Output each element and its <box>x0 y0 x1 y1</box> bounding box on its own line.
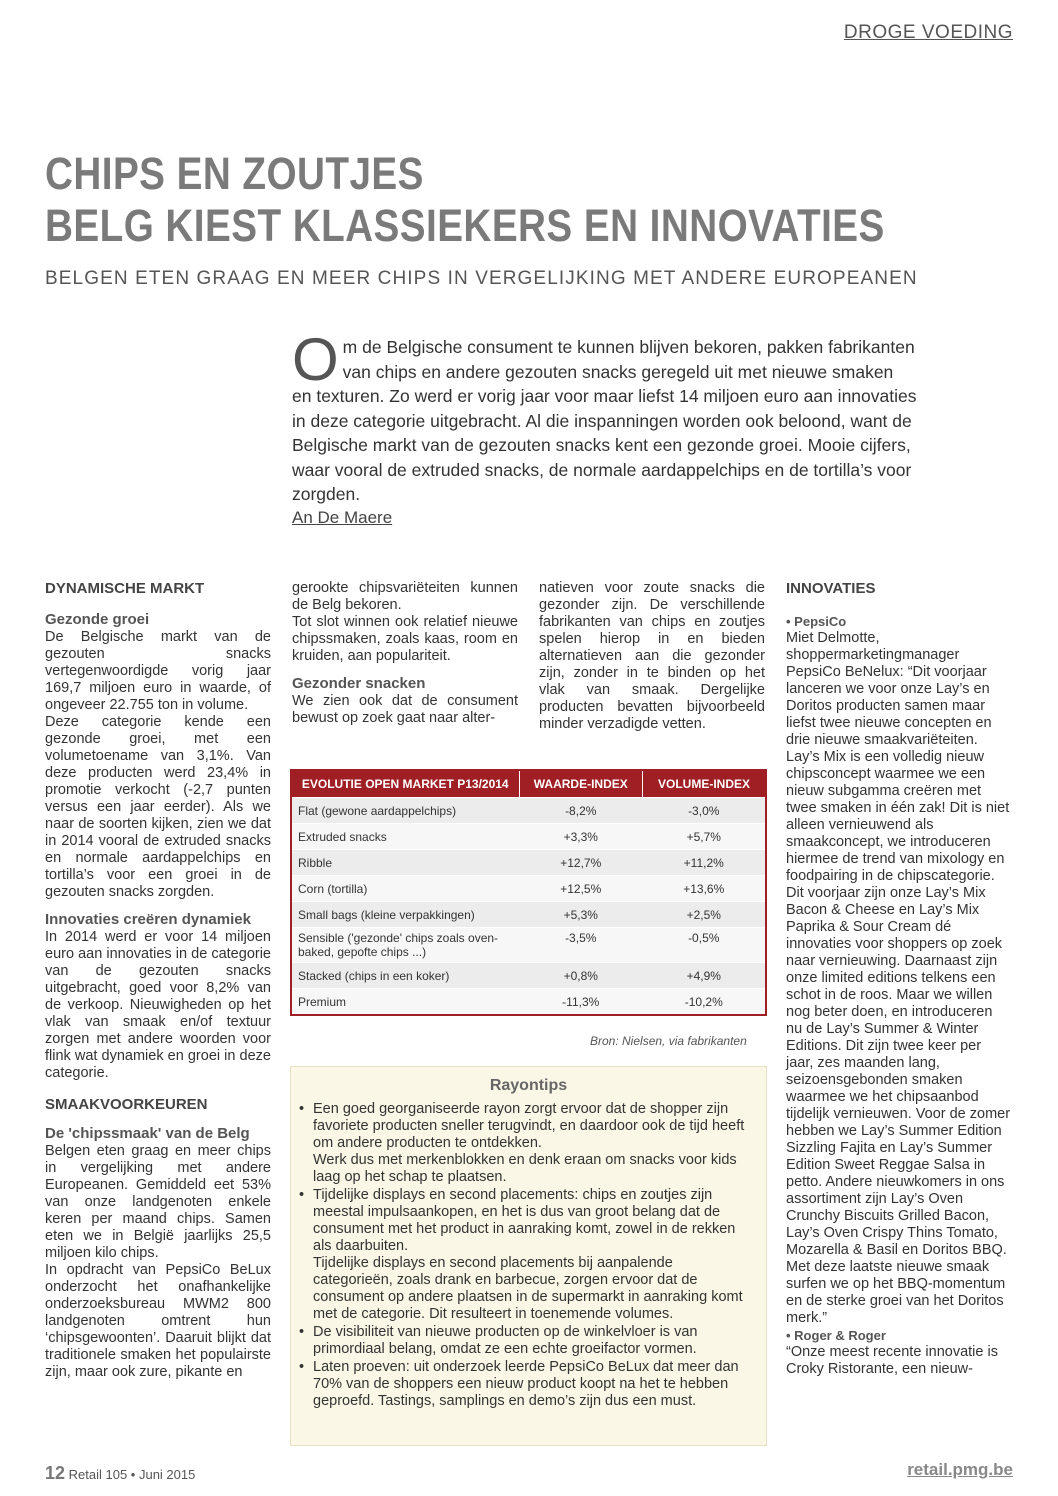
bullet-icon: • <box>299 1324 305 1340</box>
tip-text: Werk dus met merkenblokken en denk eraan om snacks voor kids laag op het schap te plaatsen. <box>313 1152 737 1185</box>
table-cell: +12,5% <box>519 876 643 902</box>
tip-text: Tijdelijke displays en second placements: chips en zoutjes zijn meestal impulsaankopen, en het is dus van groot belang dat de consument met het product in aanraking komt, zowel in de rekken als daarbuiten. <box>313 1187 736 1254</box>
tip-text: De visibiliteit van nieuwe producten op de winkelvloer is van primordiaal belang, omdat ze een echte groeifactor vormen. <box>313 1324 698 1357</box>
paragraph: “Onze meest recente innovatie is Croky Ristorante, een nieuw- <box>786 1344 998 1377</box>
author-link[interactable]: An De Maere <box>292 508 393 527</box>
paragraph: In 2014 werd er voor 14 miljoen euro aan innovaties in de categorie van de gezouten snacks uitgebracht, goed voor 8,2% van de verkoop. Nieuwigheden op het vlak van smaak en/of textuur zorgen met andere woorden voor flink wat dynamiek en groei in deze categorie. <box>45 929 271 1081</box>
column-3 <box>539 580 765 733</box>
section-label: DROGE VOEDING <box>843 22 1013 43</box>
paragraph: In opdracht van PepsiCo BeLux onderzocht het onafhankelijke onderzoeksbureau MWM2 800 landgenoten omtrent hun ‘chipsgewoonten’. Daaruit blijkt dat traditionele smaken het populairste zijn, maar ook zure, pikante en <box>45 1262 271 1380</box>
table-cell: +13,6% <box>643 876 767 902</box>
paragraph: We zien ook dat de consument bewust op zoek gaat naar alter- <box>292 693 518 726</box>
bullet-icon: • <box>299 1101 305 1117</box>
paragraph: Deze categorie kende een gezonde groei, met een volumetoename van 3,1%. Van deze producten werd 23,4% in promotie verkocht (-2,7 punten versus een jaar eerder). Als we naar de soorten kijken, zien we dat in 2014 vooral de extruded snacks en normale aardappelchips en tortilla’s voor een groei in de gezouten snacks zorgden. <box>45 714 271 900</box>
table-cell: Premium <box>291 989 519 1016</box>
issue-info: Retail 105 • Juni 2015 <box>68 1467 196 1482</box>
table-header: VOLUME-INDEX <box>643 770 767 798</box>
table-header: EVOLUTIE OPEN MARKET P13/2014 <box>291 770 519 798</box>
tip-text: Tijdelijke displays en second placements bij aanpalende categorieën, zoals drank en barbecue, zorgen ervoor dat de consument op andere plaatsen in de supermarkt in aanraking komt met de categorie. Dit resulteert in toenemende volumes. <box>313 1255 743 1322</box>
section-heading: INNOVATIES <box>786 580 876 597</box>
bullet-icon: • <box>299 1187 305 1203</box>
table-row <box>291 963 766 989</box>
page-number: 12 <box>45 1463 66 1483</box>
paragraph: Miet Delmotte, shoppermarketingmanager PepsiCo BeNelux: “Dit voorjaar lanceren we voor onze Lay’s en Doritos producten samen maar liefst twee nieuwe concepten en drie nieuwe smaakvariëteiten. Lay’s Mix is een volledig nieuw chipsconcept waarmee we een nieuw subgamma creëren met twee smaken in één zak! Dit is niet alleen vernieuwend als smaakconcept, we introduceren hiermee de trend van mixology en foodpairing in de chipscategorie. Dit voorjaar zijn onze Lay’s Mix Bacon & Cheese en Lay’s Mix Paprika & Sour Cream dé innovaties voor shoppers op zoek naar vernieuwing. Daarnaast zijn onze limited editions telkens een schot in de roos. Maar we willen nog beter doen, en introduceren nu de Lay’s Summer & Winter Editions. Dit zijn twee keer per jaar, zes maanden lang, seizoensgebonden smaken waarmee we het chipsaanbod tijdelijk vernieuwen. Voor de zomer hebben we Lay’s Summer Edition Sizzling Fajita en Lay’s Summer Edition Sweet Reggae Salsa in petto. Andere nieuwkomers in ons assortiment zijn Lay’s Oven Crunchy Biscuits Grilled Bacon, Lay’s Oven Crispy Thins Tomato, Mozarella & Basil en Doritos BBQ. Met deze laatste nieuwe smaak surfen we op het BBQ-momentum en de sterke groei van het Doritos merk.” <box>786 630 1011 1326</box>
table-row <box>291 850 766 876</box>
bullet-icon: • <box>299 1359 305 1375</box>
table-cell: -3,0% <box>643 798 767 824</box>
paragraph: De Belgische markt van de gezouten snacks vertegenwoordigde vorig jaar 169,7 miljoen euro in waarde, of ongeveer 22.755 ton in volume. <box>45 629 271 713</box>
tip-text: Een goed georganiseerde rayon zorgt ervoor dat de shopper zijn favoriete producten sneller terugvindt, en daardoor ook de tijd heeft om andere producten te ontdekken. <box>313 1101 745 1151</box>
brand-heading: • PepsiCo <box>786 614 847 629</box>
table-cell: -0,5% <box>643 928 767 963</box>
table-row <box>291 824 766 850</box>
table-cell: Ribble <box>291 850 519 876</box>
table-row <box>291 902 766 928</box>
table-row <box>291 928 766 963</box>
column-1 <box>45 580 271 1381</box>
column-2 <box>292 580 518 727</box>
subheading: Gezonder snacken <box>292 675 426 692</box>
evolution-table <box>290 769 767 1016</box>
table-cell: -11,3% <box>519 989 643 1016</box>
paragraph: Belgen eten graag en meer chips in vergelijking met andere Europeanen. Gemiddeld eet 53% van onze landgenoten enkele keren per maand chips. Samen eten we in België jaarlijks 25,5 miljoen kilo chips. <box>45 1143 271 1261</box>
headline-line-2: BELG KIEST KLASSIEKERS EN INNOVATIES <box>45 200 885 251</box>
tip-item <box>299 1359 756 1410</box>
table-cell: +11,2% <box>643 850 767 876</box>
table-header: WAARDE-INDEX <box>519 770 643 798</box>
table-row <box>291 989 766 1016</box>
brand-heading: • Roger & Roger <box>786 1328 886 1343</box>
brand-name: Roger & Roger <box>794 1328 886 1343</box>
table-cell: Sensible ('gezonde' chips zoals oven-baked, gepofte chips ...) <box>291 928 519 963</box>
table-row <box>291 798 766 824</box>
table-cell: Corn (tortilla) <box>291 876 519 902</box>
table-cell: -8,2% <box>519 798 643 824</box>
table-source: Bron: Nielsen, via fabrikanten <box>590 1034 747 1048</box>
table-cell: -10,2% <box>643 989 767 1016</box>
table-header-row <box>291 770 766 798</box>
table-cell: Small bags (kleine verpakkingen) <box>291 902 519 928</box>
table-cell: Stacked (chips in een koker) <box>291 963 519 989</box>
table-cell: Extruded snacks <box>291 824 519 850</box>
table-cell: +0,8% <box>519 963 643 989</box>
drop-cap: O <box>292 326 339 393</box>
tip-item <box>299 1324 756 1358</box>
subheading: Innovaties creëren dynamiek <box>45 911 251 928</box>
section-heading: DYNAMISCHE MARKT <box>45 580 205 597</box>
rayontips-box <box>290 1066 767 1446</box>
headline-line-1: CHIPS EN ZOUTJES <box>45 148 424 199</box>
table-cell: +5,3% <box>519 902 643 928</box>
brand-name: PepsiCo <box>794 614 847 629</box>
table-row <box>291 876 766 902</box>
headline <box>45 148 885 252</box>
table-cell: +5,7% <box>643 824 767 850</box>
tip-item <box>299 1101 756 1186</box>
subheading: Gezonde groei <box>45 611 150 628</box>
paragraph: natieven voor zoute snacks die gezonder zijn. De verschillende fabrikanten van chips en zoutjes spelen hierop in en bieden alternatieven aan die gezonder zijn, zonder in te binden op het vlak van smaak. Dergelijke producten bevatten bijvoorbeeld minder verzadigde vetten. <box>539 580 765 732</box>
table-cell: -3,5% <box>519 928 643 963</box>
page-footer <box>45 1463 195 1484</box>
subheadline: BELGEN ETEN GRAAG EN MEER CHIPS IN VERGELIJKING MET ANDERE EUROPEANEN <box>45 268 918 289</box>
intro-paragraph <box>292 326 917 507</box>
column-4 <box>786 580 1012 1378</box>
section-heading: SMAAKVOORKEUREN <box>45 1096 208 1113</box>
subheading: De 'chipssmaak' van de Belg <box>45 1125 250 1142</box>
paragraph: Tot slot winnen ook relatief nieuwe chipssmaken, zoals kaas, room en kruiden, aan populariteit. <box>292 614 518 664</box>
table-cell: +12,7% <box>519 850 643 876</box>
intro-text: m de Belgische consument te kunnen blijven bekoren, pakken fabrikanten van chips en andere gezouten snacks geregeld uit met nieuwe smaken en texturen. Zo werd er vorig jaar voor maar liefst 14 miljoen euro aan innovaties in deze categorie uitgebracht. Al die inspanningen worden ook beloond, want de Belgische markt van de gezouten snacks kent een gezonde groei. Mooie cijfers, waar vooral de extruded snacks, de normale aardappelchips en de tortilla’s voor zorgden. <box>292 337 917 504</box>
tip-text: Laten proeven: uit onderzoek leerde PepsiCo BeLux dat meer dan 70% van de shoppers een nieuw product koopt na het te hebben geproefd. Tastings, samplings en demo’s zijn dus een must. <box>313 1359 739 1409</box>
table-cell: +2,5% <box>643 902 767 928</box>
paragraph: gerookte chipsvariëteiten kunnen de Belg bekoren. <box>292 580 518 613</box>
tip-item <box>299 1187 756 1323</box>
website-link[interactable]: retail.pmg.be <box>907 1460 1013 1479</box>
table-cell: +4,9% <box>643 963 767 989</box>
table-cell: Flat (gewone aardappelchips) <box>291 798 519 824</box>
table-cell: +3,3% <box>519 824 643 850</box>
rayontips-title: Rayontips <box>489 1077 568 1094</box>
